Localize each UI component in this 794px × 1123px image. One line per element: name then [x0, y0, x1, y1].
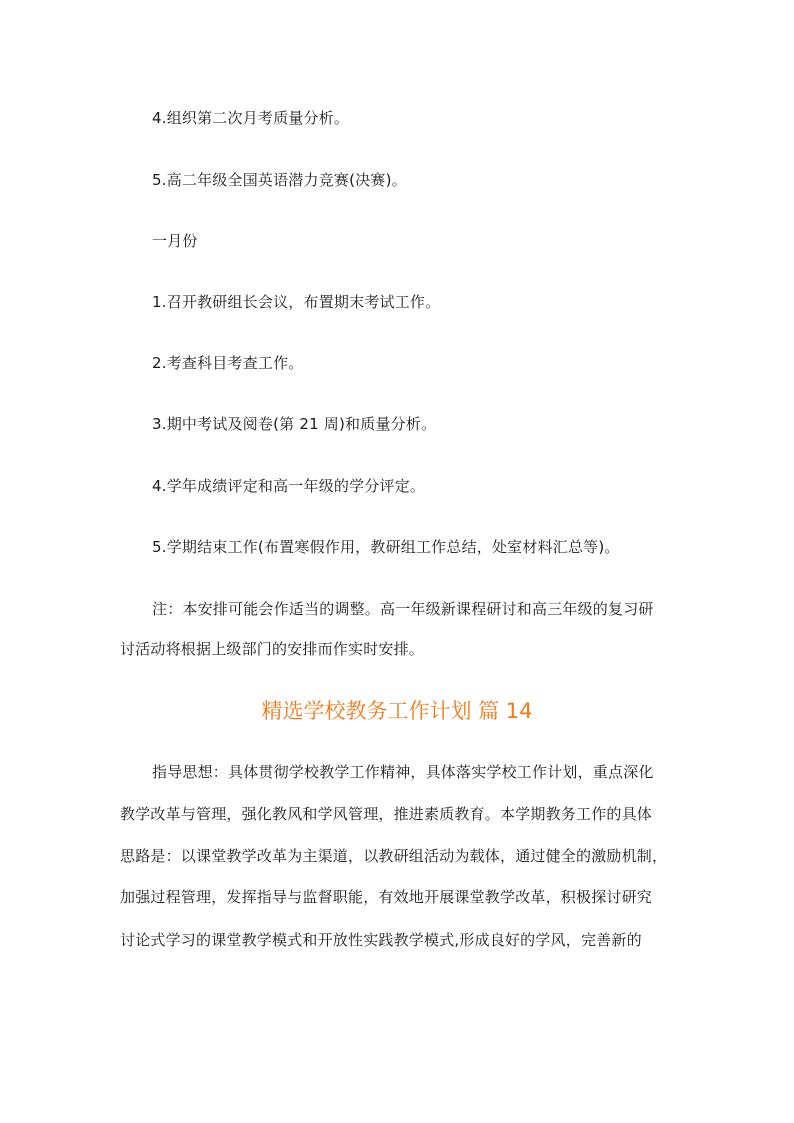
paragraph-line: 加强过程管理，发挥指导与监督职能，有效地开展课堂教学改革，积极探讨研究 [120, 888, 653, 906]
section-heading: 精选学校教务工作计划 篇 14 [261, 699, 533, 723]
list-item: 5.高二年级全国英语潜力竞赛(决赛)。 [152, 171, 407, 189]
paragraph-line: 讨论式学习的课堂教学模式和开放性实践教学模式,形成良好的学风，完善新的 [120, 931, 642, 949]
list-item: 3.期中考试及阅卷(第 21 周)和质量分析。 [152, 415, 437, 433]
month-label: 一月份 [152, 232, 198, 250]
list-item: 2.考查科目考查工作。 [152, 354, 304, 372]
note-line: 讨活动将根据上级部门的安排而作实时安排。 [120, 640, 425, 658]
paragraph-line: 教学改革与管理，强化教风和学风管理，推进素质教育。本学期教务工作的具体 [120, 805, 653, 823]
list-item: 1.召开教研组长会议，布置期末考试工作。 [152, 293, 441, 311]
paragraph-line: 指导思想：具体贯彻学校教学工作精神，具体落实学校工作计划，重点深化 [152, 763, 654, 781]
paragraph-line: 思路是：以课堂教学改革为主渠道，以教研组活动为载体，通过健全的激励机制， [120, 847, 668, 865]
list-item: 4.学年成绩评定和高一年级的学分评定。 [152, 477, 426, 495]
note-line: 注：本安排可能会作适当的调整。高一年级新课程研讨和高三年级的复习研 [152, 600, 654, 618]
list-item: 4.组织第二次月考质量分析。 [152, 109, 350, 127]
list-item: 5.学期结束工作(布置寒假作用，教研组工作总结，处室材料汇总等)。 [152, 538, 620, 556]
